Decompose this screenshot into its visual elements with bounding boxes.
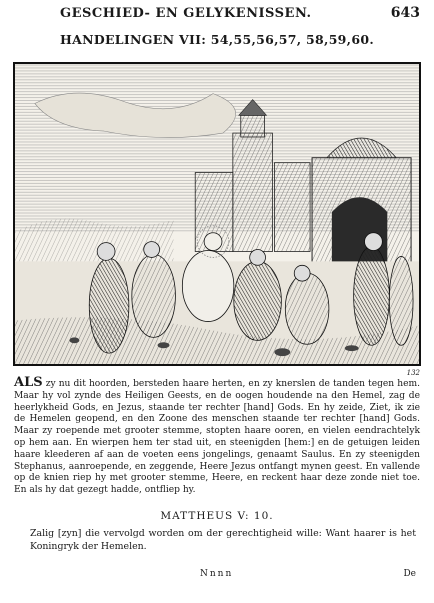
chapter-reference: HANDELINGEN VII: 54,55,56,57, 58,59,60. bbox=[60, 32, 374, 47]
stoning-scene-engraving bbox=[15, 64, 419, 364]
verse-text: Zalig [zyn] die vervolgd worden om der gerechtigheid wille: Want haarer is het Koningryk der Hemelen. bbox=[30, 528, 416, 552]
page-number: 643 bbox=[390, 5, 420, 21]
body-paragraph bbox=[14, 377, 420, 497]
initial-word: ALS bbox=[14, 375, 43, 390]
catchword: De bbox=[403, 569, 416, 579]
body-text: zy nu dit hoorden, bersteden haare herten, en zy knerslen de tanden tegen hem. Maar hy vol zynde des Heiligen Geests, en de oogen houdende na den Hemel, zag de heerlykheid Gods, en Jezus, staande ter rechter [hand] Gods. En hy zeide, Ziet, ik zie de Hemelen geopend, en den Zoone des menschen staande ter rechter [hand] Gods. Maar zy roepende met grooter stemme, stopten haare ooren, en vielen eendrachtelyk op hem aan. En wierpen hem ter stad uit, en steenigden [hem:] en de getuigen leiden haare kleederen af aan de voeten eens jongelings, genaamt Saulus. En zy steenigden Stephanus, aanroepende, en zeggende, Heere Jezus ontfangt mynen geest. En vallende op de knien riep hy met grooter stemme, Heere, en reckent haar deze zonde niet toe. En als hy dat gezegt hadde, ontfliep hy. bbox=[14, 379, 420, 496]
engraving-illustration bbox=[13, 62, 421, 366]
plate-number: 132 bbox=[406, 369, 420, 377]
signature-mark: Nnnn bbox=[200, 569, 234, 579]
verse-reference: MATTHEUS V: 10. bbox=[160, 510, 274, 522]
running-title: GESCHIED- EN GELYKENISSEN. bbox=[60, 6, 312, 21]
